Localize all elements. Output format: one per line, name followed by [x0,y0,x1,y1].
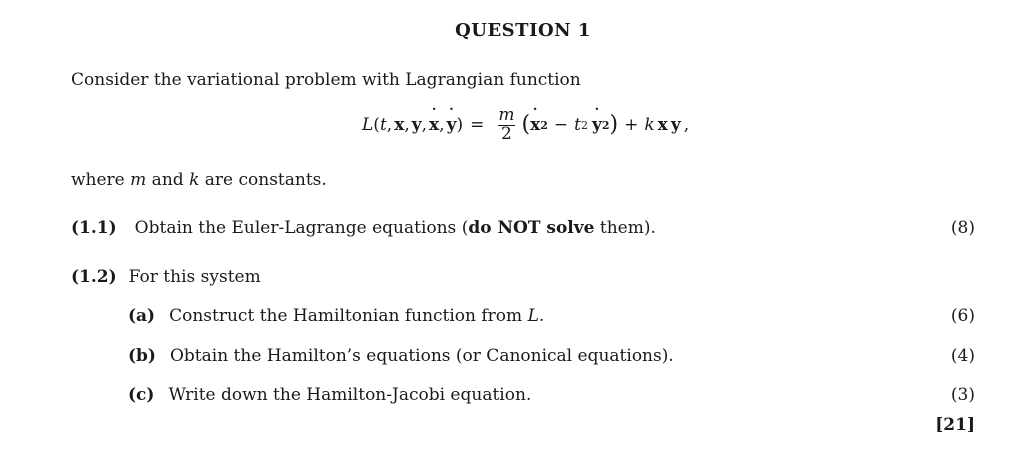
part-a-text-after: . [538,306,545,326]
eq-frac-denominator: 2 [498,125,515,144]
intro-text: Consider the variational problem with Lagrangian function [71,70,581,90]
part-c-marks: (3) [950,385,975,405]
eq-plus: + [624,115,639,136]
eq-t-exp: 2 [580,118,588,132]
where-prefix: where [71,170,131,190]
eq-x: x [657,115,668,136]
part-b-marks: (4) [950,346,975,366]
eq-comma-1: , [386,115,393,136]
part-a-label: (a) [128,306,156,326]
question-1-1-text-after: them). [594,218,656,238]
eq-term-ydot: ˙ y [592,115,602,135]
question-1-1-number: (1.1) [71,218,117,238]
eq-arg-t: t [379,115,387,136]
eq-fraction [495,107,517,144]
eq-term-ydot-exp: 2 [601,118,610,132]
total-marks: [21] [935,415,975,435]
question-1-1-marks: (8) [950,218,975,238]
part-a-text-before: Construct the Hamiltonian function from [169,306,528,326]
eq-frac-numerator: m [498,105,515,125]
question-1-1 [71,218,656,238]
question-1-1-text-before: Obtain the Euler-Lagrange equations ( [134,218,469,238]
part-b-label: (b) [128,346,156,366]
eq-comma-4: , [439,115,445,136]
eq-arg-ydot: ˙ y [447,115,457,135]
where-and: and [146,170,190,190]
question-1-1-text [135,218,656,238]
eq-trailing-comma: , [683,115,690,136]
lagrangian-equation [362,107,689,144]
question-1-2-c [128,385,531,405]
eq-y: y [670,115,681,136]
question-1-2-a [128,306,544,326]
eq-L: L [362,115,374,136]
eq-arg-y: y [411,115,422,136]
part-a-text [169,306,544,326]
where-k: k [189,170,200,190]
part-a-text-var: L [527,306,539,326]
question-1-2-b [128,346,674,366]
eq-open-paren: ( [373,115,380,136]
eq-k: k [644,115,655,136]
eq-arg-x: x [394,115,405,136]
constants-note [71,170,327,190]
question-1-1-text-bold: do NOT solve [468,218,595,238]
eq-equals: = [470,115,485,136]
question-1-2 [71,267,261,287]
where-m: m [130,170,147,190]
eq-comma-3: , [421,115,428,136]
eq-term-xdot: ˙ x [530,115,540,135]
eq-term-xdot-exp: 2 [540,118,548,132]
question-1-2-number: (1.2) [71,267,117,287]
question-title: QUESTION 1 [455,20,591,41]
part-c-label: (c) [128,385,155,405]
eq-comma-2: , [404,115,410,136]
eq-t: t [574,115,581,136]
eq-big-close-paren: ) [609,112,619,138]
eq-close-paren: ) [456,115,464,136]
question-1-2-text: For this system [128,267,261,287]
eq-big-open-paren: ( [521,112,531,138]
part-b-text: Obtain the Hamilton’s equations (or Canonical equations). [169,346,674,366]
where-suffix: are constants. [199,170,327,190]
eq-arg-xdot: ˙ x [429,115,439,135]
part-a-marks: (6) [950,306,975,326]
part-c-text: Write down the Hamilton-Jacobi equation. [168,385,532,405]
eq-minus: − [553,115,569,136]
